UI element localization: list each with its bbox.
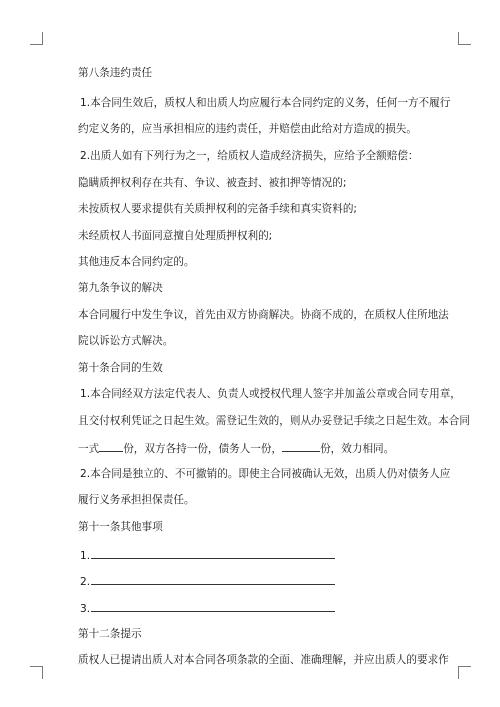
other-item-2-number: 2. bbox=[80, 576, 91, 588]
crop-mark-bottom-left bbox=[30, 666, 43, 679]
article8-item1: 隐瞒质押权利存在共有、争议、被查封、被扣押等情况的; bbox=[78, 177, 347, 189]
article8-p1-line1: 1.本合同生效后，质权人和出质人均应履行本合同约定的义务，任何一方不履行 bbox=[80, 97, 451, 109]
other-item-1-number: 1. bbox=[80, 550, 91, 562]
copies-suffix: 份，效力相同。 bbox=[320, 443, 395, 455]
article12-heading: 第十二条提示 bbox=[78, 628, 142, 640]
article9-line2: 院以诉讼方式解决。 bbox=[78, 335, 174, 347]
article9-line1: 本合同履行中发生争议，首先由双方协商解决。协商不成的，在质权人住所地法 bbox=[78, 309, 449, 321]
article10-p1-line2: 且交付权利凭证之日起生效。需登记生效的，则从办妥登记手续之日起生效。本合同 bbox=[78, 415, 470, 427]
copies-blank-2[interactable] bbox=[282, 440, 320, 452]
article8-item3: 未经质权人书面同意擅自处理质押权利的; bbox=[78, 230, 273, 242]
article8-item4: 其他违反本合同约定的。 bbox=[78, 256, 195, 268]
copies-middle: 份，双方各持一份，债务人一份， bbox=[123, 443, 283, 455]
article9-heading: 第九条争议的解决 bbox=[78, 282, 163, 294]
other-item-1 bbox=[80, 547, 335, 563]
crop-mark-top-right bbox=[458, 32, 471, 45]
article8-item2: 未按质权人要求提供有关质押权利的完备手续和真实资料的; bbox=[78, 203, 358, 215]
article8-heading: 第八条违约责任 bbox=[78, 67, 153, 79]
copies-prefix: 一式 bbox=[78, 443, 100, 455]
article10-p2-line2: 履行义务承担担保责任。 bbox=[78, 494, 195, 506]
other-item-2 bbox=[80, 573, 335, 589]
article10-p1-line1: 1.本合同经双方法定代表人、负责人或授权代理人签字并加盖公章或合同专用章， bbox=[80, 388, 461, 400]
article11-heading: 第十一条其他事项 bbox=[78, 521, 163, 533]
copies-blank[interactable] bbox=[99, 440, 123, 452]
article10-p2-line1: 2.本合同是独立的、不可撤销的。即使主合同被确认无效，出质人仍对债务人应 bbox=[80, 468, 451, 480]
article10-heading: 第十条合同的生效 bbox=[78, 362, 163, 374]
article8-p2-line1: 2.出质人如有下列行为之一，给质权人造成经济损失，应给予全额赔偿： bbox=[80, 150, 419, 162]
crop-mark-top-left bbox=[30, 32, 43, 45]
other-item-3 bbox=[80, 600, 335, 616]
other-item-3-number: 3. bbox=[80, 603, 91, 615]
other-item-1-blank[interactable] bbox=[91, 547, 335, 559]
article12-line1: 质权人已提请出质人对本合同各项条款的全面、准确理解，并应出质人的要求作 bbox=[78, 654, 449, 666]
other-item-3-blank[interactable] bbox=[91, 600, 335, 612]
crop-mark-bottom-right bbox=[458, 666, 471, 679]
article8-p1-line2: 约定义务的，应当承担相应的违约责任，并赔偿由此给对方造成的损失。 bbox=[78, 123, 417, 135]
other-item-2-blank[interactable] bbox=[91, 573, 335, 585]
article10-p1-line3 bbox=[78, 440, 394, 456]
